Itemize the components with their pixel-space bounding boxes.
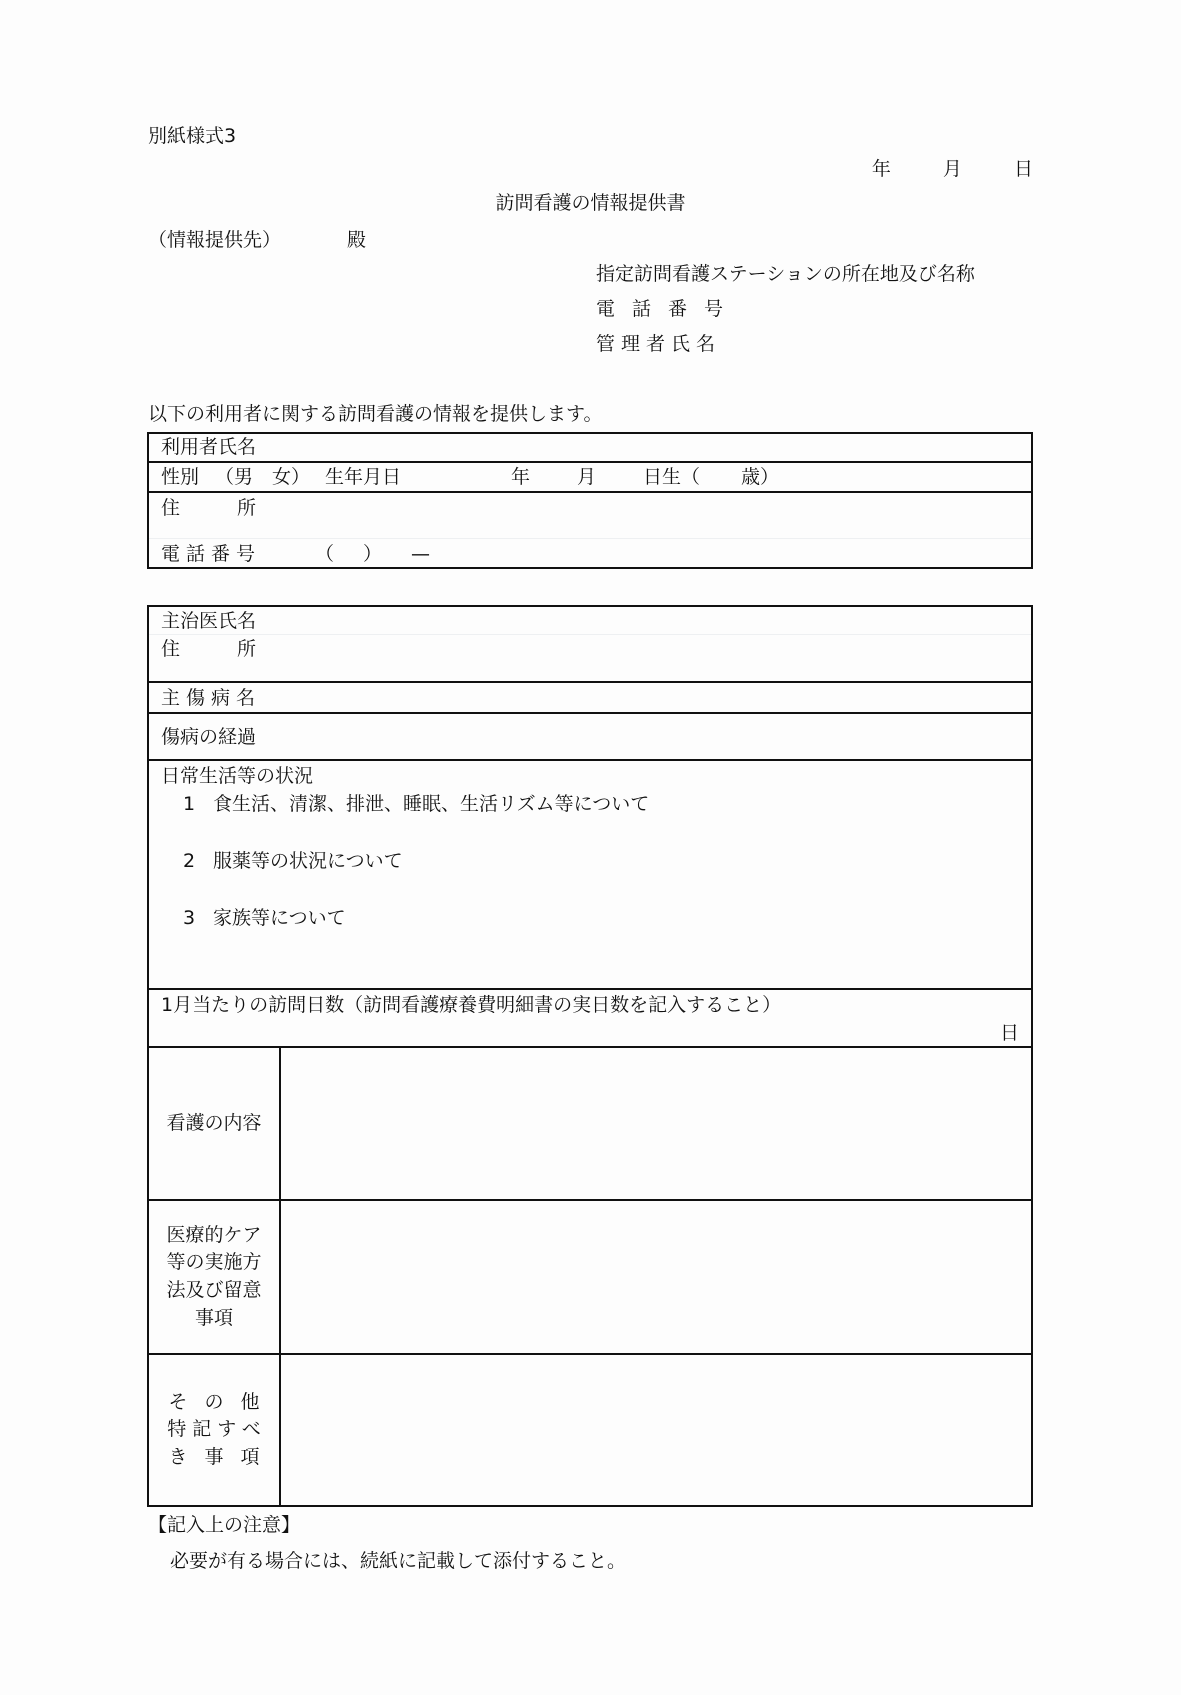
- visit-days-unit: 日: [999, 1022, 1019, 1044]
- daily-item-2-text: 服薬等の状況について: [213, 850, 403, 872]
- address-label-right: 所: [237, 497, 257, 519]
- patient-phone-row[interactable]: [149, 539, 1031, 567]
- recipient-honorific: 殿: [347, 229, 367, 251]
- medical-care-row[interactable]: [149, 1201, 1031, 1355]
- other-notes-row[interactable]: [149, 1355, 1031, 1505]
- disease-progress-row[interactable]: [149, 714, 1031, 761]
- sender-phone-label: 電話番号: [596, 298, 741, 320]
- phone-paren-open: （: [315, 543, 335, 565]
- phone-dash: —: [411, 543, 430, 565]
- sex-options[interactable]: （男 女）: [215, 466, 311, 488]
- doctor-address-right: 所: [237, 638, 257, 660]
- form-id: 別紙様式3: [148, 125, 237, 147]
- nursing-content-row[interactable]: [149, 1048, 1031, 1201]
- notes-body: 必要が有る場合には、続紙に記載して添付すること。: [170, 1550, 627, 1572]
- daily-item-1-num: 1: [183, 793, 196, 815]
- daily-life-row[interactable]: [149, 761, 1031, 990]
- other-notes-label-cell: [149, 1355, 281, 1505]
- phone-paren-close: ）: [363, 543, 383, 565]
- nursing-content-label: 看護の内容: [166, 1111, 262, 1134]
- sex-label: 性別: [161, 466, 200, 488]
- medical-care-label-line-1: 医療的ケア: [166, 1223, 262, 1246]
- dob-month: 月: [577, 466, 597, 488]
- document-title: 訪問看護の情報提供書: [495, 192, 686, 214]
- patient-table: [147, 432, 1033, 569]
- dob-day: 日生（: [643, 466, 701, 488]
- patient-phone-label: 電話番号: [161, 543, 262, 565]
- recipient: [148, 231, 366, 250]
- other-label-line-2: 特記すべ: [167, 1418, 267, 1441]
- doctor-name-label: 主治医氏名: [161, 610, 257, 632]
- main-disease-label: 主傷病名: [161, 687, 262, 709]
- dob-label: 生年月日: [325, 466, 402, 488]
- sex-dob-row[interactable]: [149, 463, 1031, 493]
- medical-care-label-line-4: 事項: [194, 1306, 233, 1329]
- patient-name-row[interactable]: [149, 434, 1031, 463]
- medical-care-label-line-3: 法及び留意: [166, 1279, 262, 1301]
- daily-life-label: 日常生活等の状況: [161, 765, 314, 787]
- date-day[interactable]: 日: [1013, 158, 1033, 180]
- intro-text: 以下の利用者に関する訪問看護の情報を提供します。: [148, 403, 603, 425]
- patient-address-row[interactable]: [149, 493, 1031, 539]
- daily-item-1-text: 食生活、清潔、排泄、睡眠、生活リズム等について: [213, 793, 650, 815]
- disease-progress-label: 傷病の経過: [161, 726, 257, 748]
- nursing-content-label-cell: [149, 1048, 281, 1199]
- patient-name-label: 利用者氏名: [161, 436, 257, 458]
- daily-item-3-num: 3: [183, 907, 196, 929]
- doctor-name-row[interactable]: [149, 607, 1031, 635]
- recipient-label: （情報提供先）: [148, 229, 282, 251]
- doctor-address-left: 住: [161, 638, 181, 660]
- date-year[interactable]: 年: [871, 158, 891, 180]
- medical-care-label-cell: [149, 1201, 281, 1353]
- medical-care-label-line-2: 等の実施方: [166, 1251, 262, 1274]
- main-disease-row[interactable]: [149, 683, 1031, 714]
- date-fields: [872, 160, 1033, 179]
- age-suffix: 歳）: [741, 466, 780, 488]
- daily-item-3-text: 家族等について: [213, 907, 346, 929]
- visit-days-label: 1月当たりの訪問日数（訪問看護療養費明細書の実日数を記入すること）: [161, 994, 782, 1016]
- visit-days-row[interactable]: [149, 990, 1031, 1048]
- address-label-left: 住: [161, 497, 181, 519]
- date-month[interactable]: 月: [942, 158, 962, 180]
- other-label-line-3: き事項: [168, 1445, 277, 1468]
- daily-item-2-num: 2: [183, 850, 196, 872]
- station-label: 指定訪問看護ステーションの所在地及び名称: [596, 263, 975, 285]
- manager-label: 管理者氏名: [596, 333, 722, 355]
- notes-title: 【記入上の注意】: [148, 1514, 301, 1536]
- dob-year: 年: [511, 466, 531, 488]
- doctor-address-row[interactable]: [149, 635, 1031, 683]
- other-label-line-1: その他: [168, 1390, 277, 1413]
- info-table: [147, 605, 1033, 1507]
- sender-block: [596, 265, 975, 370]
